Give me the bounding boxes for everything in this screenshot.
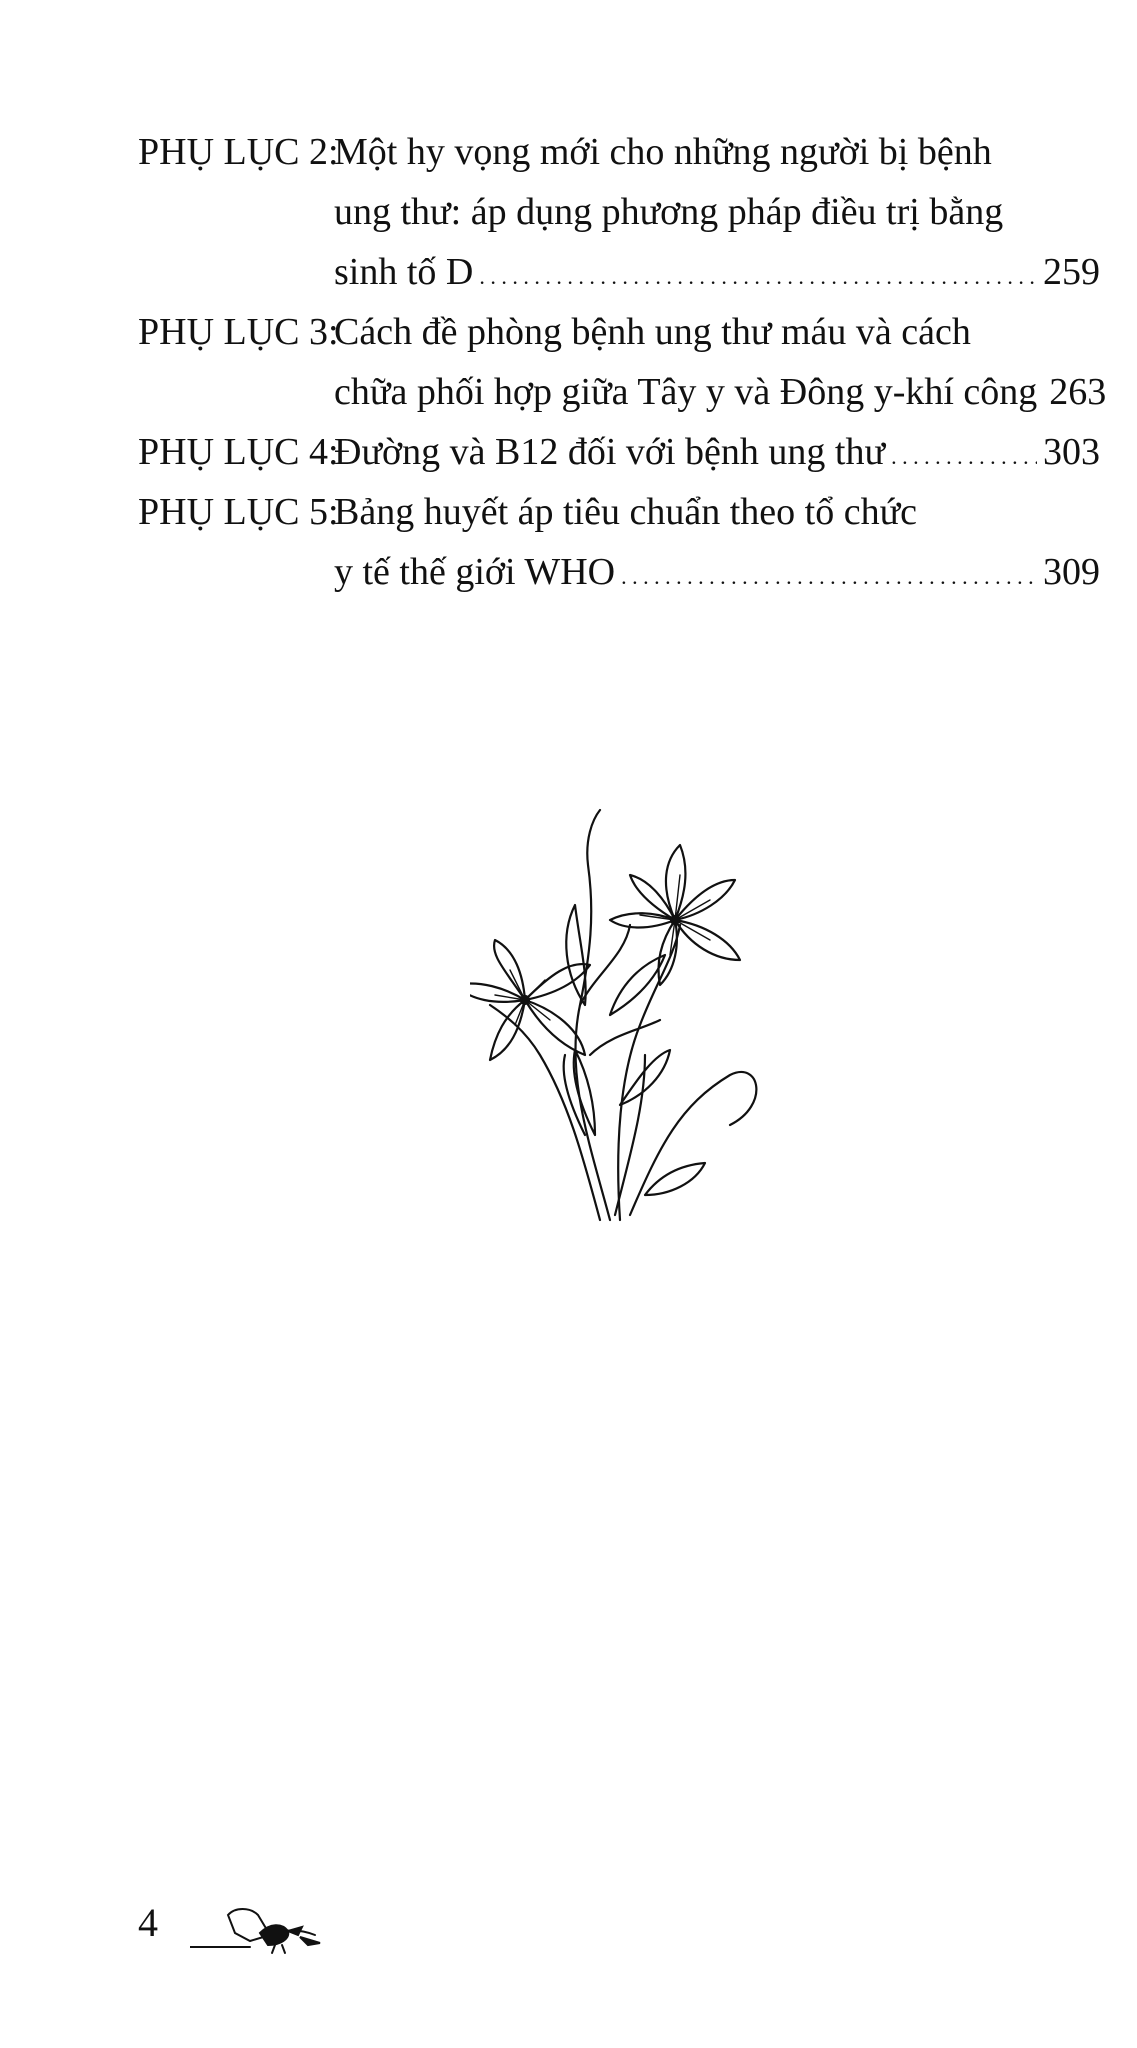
toc-entry-title-line: chữa phối hợp giữa Tây y và Đông y-khí công bbox=[334, 371, 1038, 413]
toc-page-number: 263 bbox=[1049, 371, 1107, 413]
dot-leader bbox=[621, 542, 1037, 607]
bird-ornament-icon bbox=[190, 1905, 330, 1955]
toc-entry-title-line: Cách đề phòng bệnh ung thư máu và cách bbox=[334, 311, 971, 353]
table-of-contents bbox=[138, 122, 1107, 602]
toc-entry-title-line: Đường và B12 đối với bệnh ung thư bbox=[334, 431, 886, 473]
toc-entry-phu-luc-2[interactable] bbox=[138, 122, 1100, 302]
page-number: 4 bbox=[138, 1900, 158, 1945]
toc-entry-phu-luc-5[interactable] bbox=[138, 482, 1100, 602]
dot-leader bbox=[479, 242, 1037, 307]
toc-entry-phu-luc-3[interactable] bbox=[138, 302, 1107, 422]
toc-entry-label: PHỤ LỤC 2: bbox=[138, 131, 339, 173]
page-footer bbox=[138, 1895, 338, 1955]
toc-entry-title-line: Bảng huyết áp tiêu chuẩn theo tổ chức bbox=[334, 491, 918, 533]
toc-entry-label: PHỤ LỤC 5: bbox=[138, 491, 339, 533]
toc-entry-label: PHỤ LỤC 3: bbox=[138, 311, 339, 353]
toc-entry-title-line: ung thư: áp dụng phương pháp điều trị bằng bbox=[334, 191, 1004, 233]
dot-leader bbox=[891, 422, 1037, 487]
toc-page-number: 259 bbox=[1043, 251, 1100, 293]
toc-page-number: 309 bbox=[1043, 551, 1100, 593]
toc-entry-title-line: Một hy vọng mới cho những người bị bệnh bbox=[334, 131, 992, 173]
toc-page-number: 303 bbox=[1043, 431, 1100, 473]
toc-entry-label: PHỤ LỤC 4: bbox=[138, 431, 339, 473]
lily-flower-icon bbox=[470, 805, 770, 1225]
toc-entry-title-line: sinh tố D bbox=[334, 251, 474, 293]
toc-entry-phu-luc-4[interactable] bbox=[138, 422, 1100, 482]
toc-entry-title-line: y tế thế giới WHO bbox=[334, 551, 616, 593]
